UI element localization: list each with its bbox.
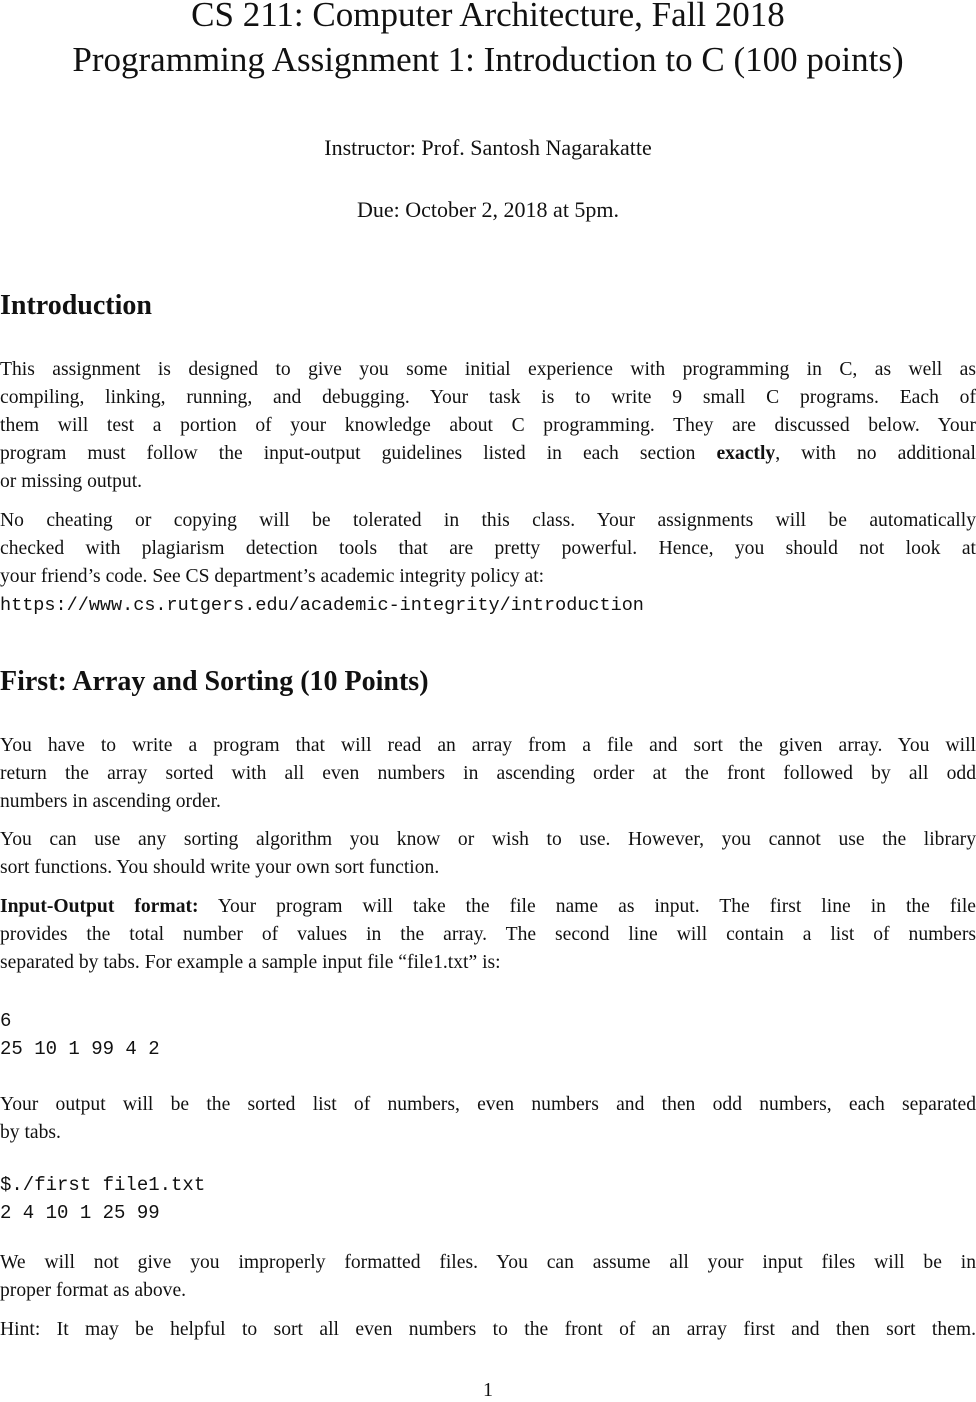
first-paragraph-5 bbox=[0, 1249, 976, 1305]
paragraph-line: or missing output. bbox=[0, 471, 143, 493]
assignment-title: Programming Assignment 1: Introduction to C (100 points) bbox=[72, 40, 904, 79]
introduction-paragraph-2 bbox=[0, 507, 976, 591]
academic-integrity-url[interactable]: https://www.cs.rutgers.edu/academic-integrity/introduction bbox=[0, 595, 644, 616]
paragraph-line: return the array sorted with all even numbers in ascending order at the front followed by all odd bbox=[0, 763, 976, 785]
code-line: 2 4 10 1 25 99 bbox=[0, 1202, 160, 1224]
paragraph-line: them will test a portion of your knowledge about C programming. They are discussed below. Your bbox=[0, 415, 976, 437]
first-section-heading: First: Array and Sorting (10 Points) bbox=[0, 666, 429, 697]
input-output-format-paragraph bbox=[0, 893, 976, 977]
first-paragraph-2 bbox=[0, 826, 976, 882]
due-date-line: Due: October 2, 2018 at 5pm. bbox=[356, 197, 620, 222]
hint-paragraph bbox=[0, 1316, 976, 1344]
paragraph-line bbox=[0, 893, 976, 921]
paragraph-line: Hint: It may be helpful to sort all even numbers to the front of an array first and then sort them. bbox=[0, 1319, 976, 1340]
text-run: Your program will take the file name as input. The first line in the file bbox=[198, 896, 976, 917]
text-run: , with no additional bbox=[775, 443, 976, 465]
input-output-format-label: Input-Output format: bbox=[0, 896, 199, 917]
paragraph-line: Your output will be the sorted list of numbers, even numbers and then odd numbers, each separated bbox=[0, 1094, 976, 1115]
text-run: program must follow the input-output guidelines listed in each section bbox=[0, 443, 717, 465]
paragraph-line: separated by tabs. For example a sample input file “file1.txt” is: bbox=[0, 952, 501, 974]
paragraph-line bbox=[0, 440, 976, 468]
paragraph-line: You can use any sorting algorithm you know or wish to use. However, you cannot use the library bbox=[0, 829, 976, 850]
paragraph-line: This assignment is designed to give you some initial experience with programming in C, as well as bbox=[0, 359, 976, 380]
first-paragraph-4 bbox=[0, 1091, 976, 1147]
paragraph-line: numbers in ascending order. bbox=[0, 791, 221, 813]
introduction-paragraph-1 bbox=[0, 356, 976, 496]
paragraph-line: checked with plagiarism detection tools that are pretty powerful. Hence, you should not look at bbox=[0, 538, 976, 560]
code-line: 6 bbox=[0, 1010, 12, 1032]
paragraph-line: provides the total number of values in the array. The second line will contain a list of numbers bbox=[0, 924, 976, 946]
code-line: 25 10 1 99 4 2 bbox=[0, 1038, 160, 1060]
paragraph-line: by tabs. bbox=[0, 1122, 61, 1144]
paragraph-line: proper format as above. bbox=[0, 1280, 187, 1302]
paragraph-line: your friend’s code. See CS department’s academic integrity policy at: bbox=[0, 566, 545, 588]
instructor-line: Instructor: Prof. Santosh Nagarakatte bbox=[324, 135, 652, 160]
sample-input-code bbox=[0, 1007, 160, 1063]
course-title: CS 211: Computer Architecture, Fall 2018 bbox=[191, 0, 785, 34]
emphasis-exactly: exactly bbox=[716, 443, 776, 465]
paragraph-line: No cheating or copying will be tolerated in this class. Your assignments will be automatically bbox=[0, 510, 976, 531]
paragraph-line: sort functions. You should write your own sort function. bbox=[0, 857, 440, 879]
page-number: 1 bbox=[483, 1379, 493, 1401]
first-paragraph-1 bbox=[0, 732, 976, 816]
paragraph-line: compiling, linking, running, and debugging. Your task is to write 9 small C programs. Each of bbox=[0, 387, 976, 409]
paragraph-line: We will not give you improperly formatted files. You can assume all your input files will be in bbox=[0, 1252, 976, 1273]
introduction-heading: Introduction bbox=[0, 290, 152, 321]
code-line: $./first file1.txt bbox=[0, 1174, 206, 1196]
sample-output-code bbox=[0, 1171, 205, 1227]
paragraph-line: You have to write a program that will read an array from a file and sort the given array. You will bbox=[0, 735, 976, 756]
